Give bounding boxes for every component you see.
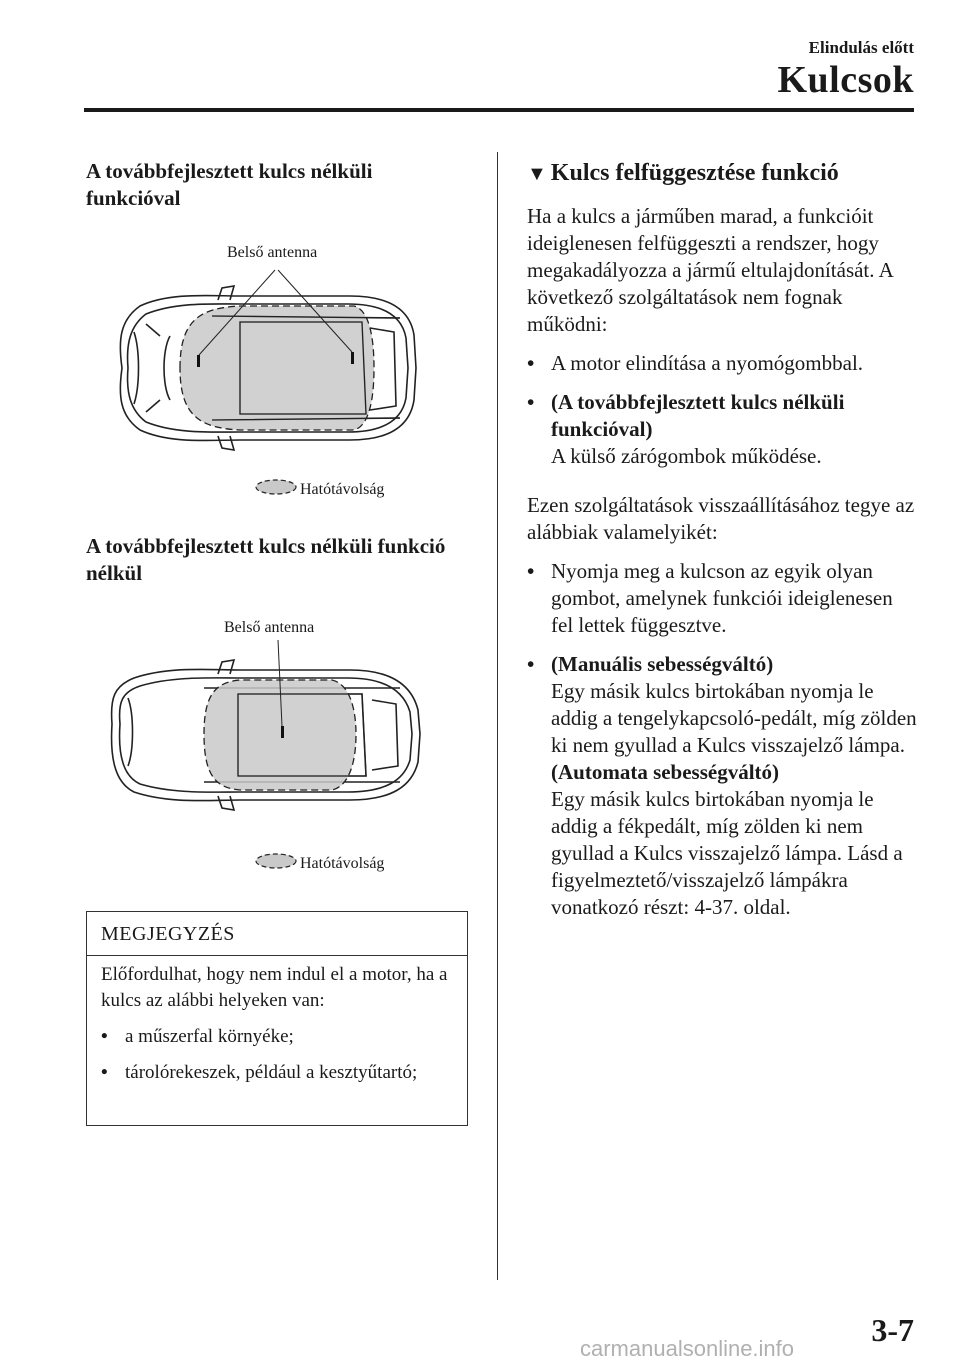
antenna-marker-rear (351, 352, 354, 364)
bullet-dot: • (527, 652, 535, 676)
manual-transmission-text: Egy másik kulcs birtokában nyomja le addig a tengelykapcsoló-pedált, míg zölden ki nem gyullad a Kulcs visszajelző lámpa. (551, 679, 917, 757)
automatic-transmission-label: (Automata sebességváltó) (551, 760, 780, 784)
note-intro: Előfordulhat, hogy nem indul el a motor, ha a kulcs az alábbi helyeken van: (101, 964, 448, 1011)
antenna-marker-center (281, 726, 284, 738)
antenna-label-1: Belső antenna (227, 244, 318, 261)
car-top-view-one-antenna (100, 614, 430, 814)
right-column (527, 158, 917, 933)
heading-without-keyless (86, 533, 470, 587)
bullet-dot: • (527, 559, 535, 583)
note-body (87, 956, 467, 1086)
range-legend-swatch-1 (254, 478, 298, 496)
note-box (86, 911, 468, 1126)
heading-with-keyless (86, 158, 470, 212)
automatic-transmission-text: Egy másik kulcs birtokában nyomja le addig a fékpedált, míg zölden ki nem gyullad a Kulcs visszajelző lámpa. Lásd a figyelmeztető/visszajelző lámpákra vonatkozó részt: 4-37. oldal. (551, 787, 903, 919)
running-header-section: Elindulás előtt (808, 38, 914, 57)
section-title-text: Kulcs felfüggesztése funkció (550, 160, 839, 186)
triangle-down-icon: ▼ (527, 163, 547, 185)
para-1: Ha a kulcs a járműben marad, a funkcióit ideiglenesen felfüggeszti a rendszer, hogy megakadályozza a jármű eltulajdonítását. A következő szolgáltatások nem fognak működni: (527, 204, 893, 336)
bullet-dot: • (101, 1062, 108, 1083)
range-zone-1 (180, 306, 374, 430)
range-label-1: Hatótávolság (300, 481, 385, 498)
bullet-engine-start-text: A motor elindítása a nyomógombbal. (551, 351, 864, 375)
car-figure-1 (100, 240, 430, 510)
bullet-engine-start (527, 350, 917, 377)
note-bullet-1-text: a műszerfal környéke; (125, 1026, 294, 1047)
para-2: Ezen szolgáltatások visszaállításához tegye az alábbiak valamelyikét: (527, 493, 915, 544)
range-zone-2 (204, 680, 356, 790)
bullet-dot: • (527, 390, 535, 414)
antenna-label-2: Belső antenna (224, 619, 315, 636)
note-bullet-2-text: tárolórekeszek, például a kesztyűtartó; (125, 1062, 418, 1083)
bullet-dot: • (101, 1026, 108, 1047)
car-top-view-two-antennas (100, 240, 430, 510)
antenna-marker-front (197, 355, 200, 367)
bullet-door-buttons-text: A külső zárógombok működése. (551, 444, 822, 468)
heading-without-keyless-text: A továbbfejlesztett kulcs nélküli funkció nélkül (86, 534, 446, 585)
range-label-2: Hatótávolság (300, 855, 385, 872)
manual-transmission-label: (Manuális sebességváltó) (551, 652, 774, 676)
section-title (527, 158, 917, 189)
column-divider (497, 152, 498, 1280)
bullet-door-buttons-bold: (A továbbfejlesztett kulcs nélküli funkcióval) (551, 390, 845, 441)
bullet-dot: • (527, 351, 535, 375)
range-legend-swatch-2 (254, 852, 298, 870)
note-bullet-2 (101, 1060, 453, 1086)
header-rule (84, 108, 914, 112)
watermark: carmanualsonline.info (580, 1336, 795, 1361)
note-bullet-1 (101, 1024, 453, 1050)
car-figure-2 (100, 614, 430, 814)
bullet-door-buttons (527, 389, 917, 470)
note-title: MEGJEGYZÉS (87, 912, 467, 956)
bullet-transmission (527, 651, 917, 921)
heading-with-keyless-text: A továbbfejlesztett kulcs nélküli funkcióval (86, 159, 373, 210)
bullet-press-key-text: Nyomja meg a kulcson az egyik olyan gombot, amelynek funkciói ideiglenesen fel lettek függesztve. (551, 559, 893, 637)
running-header-title: Kulcsok (777, 59, 914, 101)
bullet-press-key (527, 558, 917, 639)
page-number: 3-7 (871, 1312, 914, 1348)
